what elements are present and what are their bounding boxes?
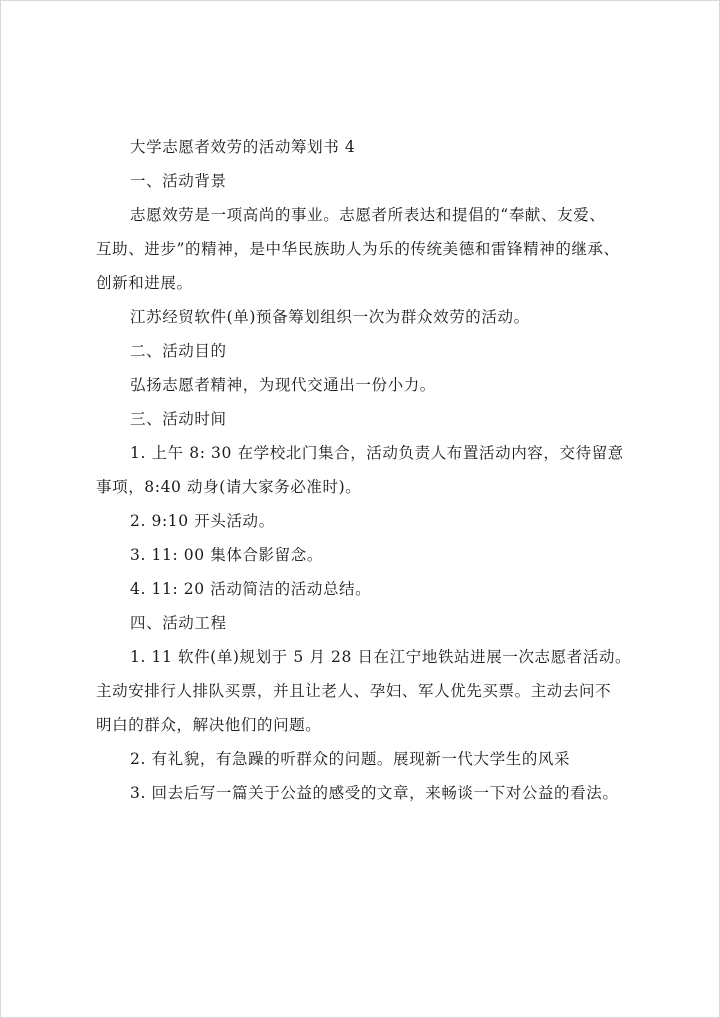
list-item: 2. 有礼貌，有急躁的听群众的问题。展现新一代大学生的风采 bbox=[130, 750, 571, 768]
paragraph-line: 弘扬志愿者精神，为现代交通出一份小力。 bbox=[130, 376, 436, 394]
list-item-line: 1. 上午 8: 30 在学校北门集合，活动负责人布置活动内容，交待留意 bbox=[130, 444, 624, 462]
section-heading-background: 一、活动背景 bbox=[130, 172, 227, 190]
document-title: 大学志愿者效劳的活动筹划书 4 bbox=[130, 138, 356, 156]
list-item: 3. 回去后写一篇关于公益的感受的文章，来畅谈一下对公益的看法。 bbox=[130, 784, 619, 802]
paragraph-line: 志愿效劳是一项高尚的事业。志愿者所表达和提倡的“奉献、友爱、 bbox=[130, 206, 606, 224]
list-item: 4. 11: 20 活动简洁的活动总结。 bbox=[130, 580, 372, 598]
section-heading-project: 四、活动工程 bbox=[130, 614, 227, 632]
paragraph-line: 江苏经贸软件(单)预备筹划组织一次为群众效劳的活动。 bbox=[130, 308, 530, 326]
document-body bbox=[96, 130, 636, 810]
list-item-line: 明白的群众，解决他们的问题。 bbox=[96, 716, 322, 734]
section-heading-purpose: 二、活动目的 bbox=[130, 342, 227, 360]
section-heading-time: 三、活动时间 bbox=[130, 410, 227, 428]
list-item-line: 事项，8:40 动身(请大家务必准时)。 bbox=[96, 478, 362, 496]
list-item: 3. 11: 00 集体合影留念。 bbox=[130, 546, 323, 564]
paragraph-line: 创新和进展。 bbox=[96, 274, 193, 292]
list-item: 2. 9:10 开头活动。 bbox=[130, 512, 275, 530]
list-item-line: 主动安排行人排队买票，并且让老人、孕妇、军人优先买票。主动去问不 bbox=[96, 682, 612, 700]
list-item-line: 1. 11 软件(单)规划于 5 月 28 日在江宁地铁站进展一次志愿者活动。 bbox=[130, 648, 632, 666]
paragraph-line: 互助、进步”的精神，是中华民族助人为乐的传统美德和雷锋精神的继承、 bbox=[96, 240, 620, 258]
